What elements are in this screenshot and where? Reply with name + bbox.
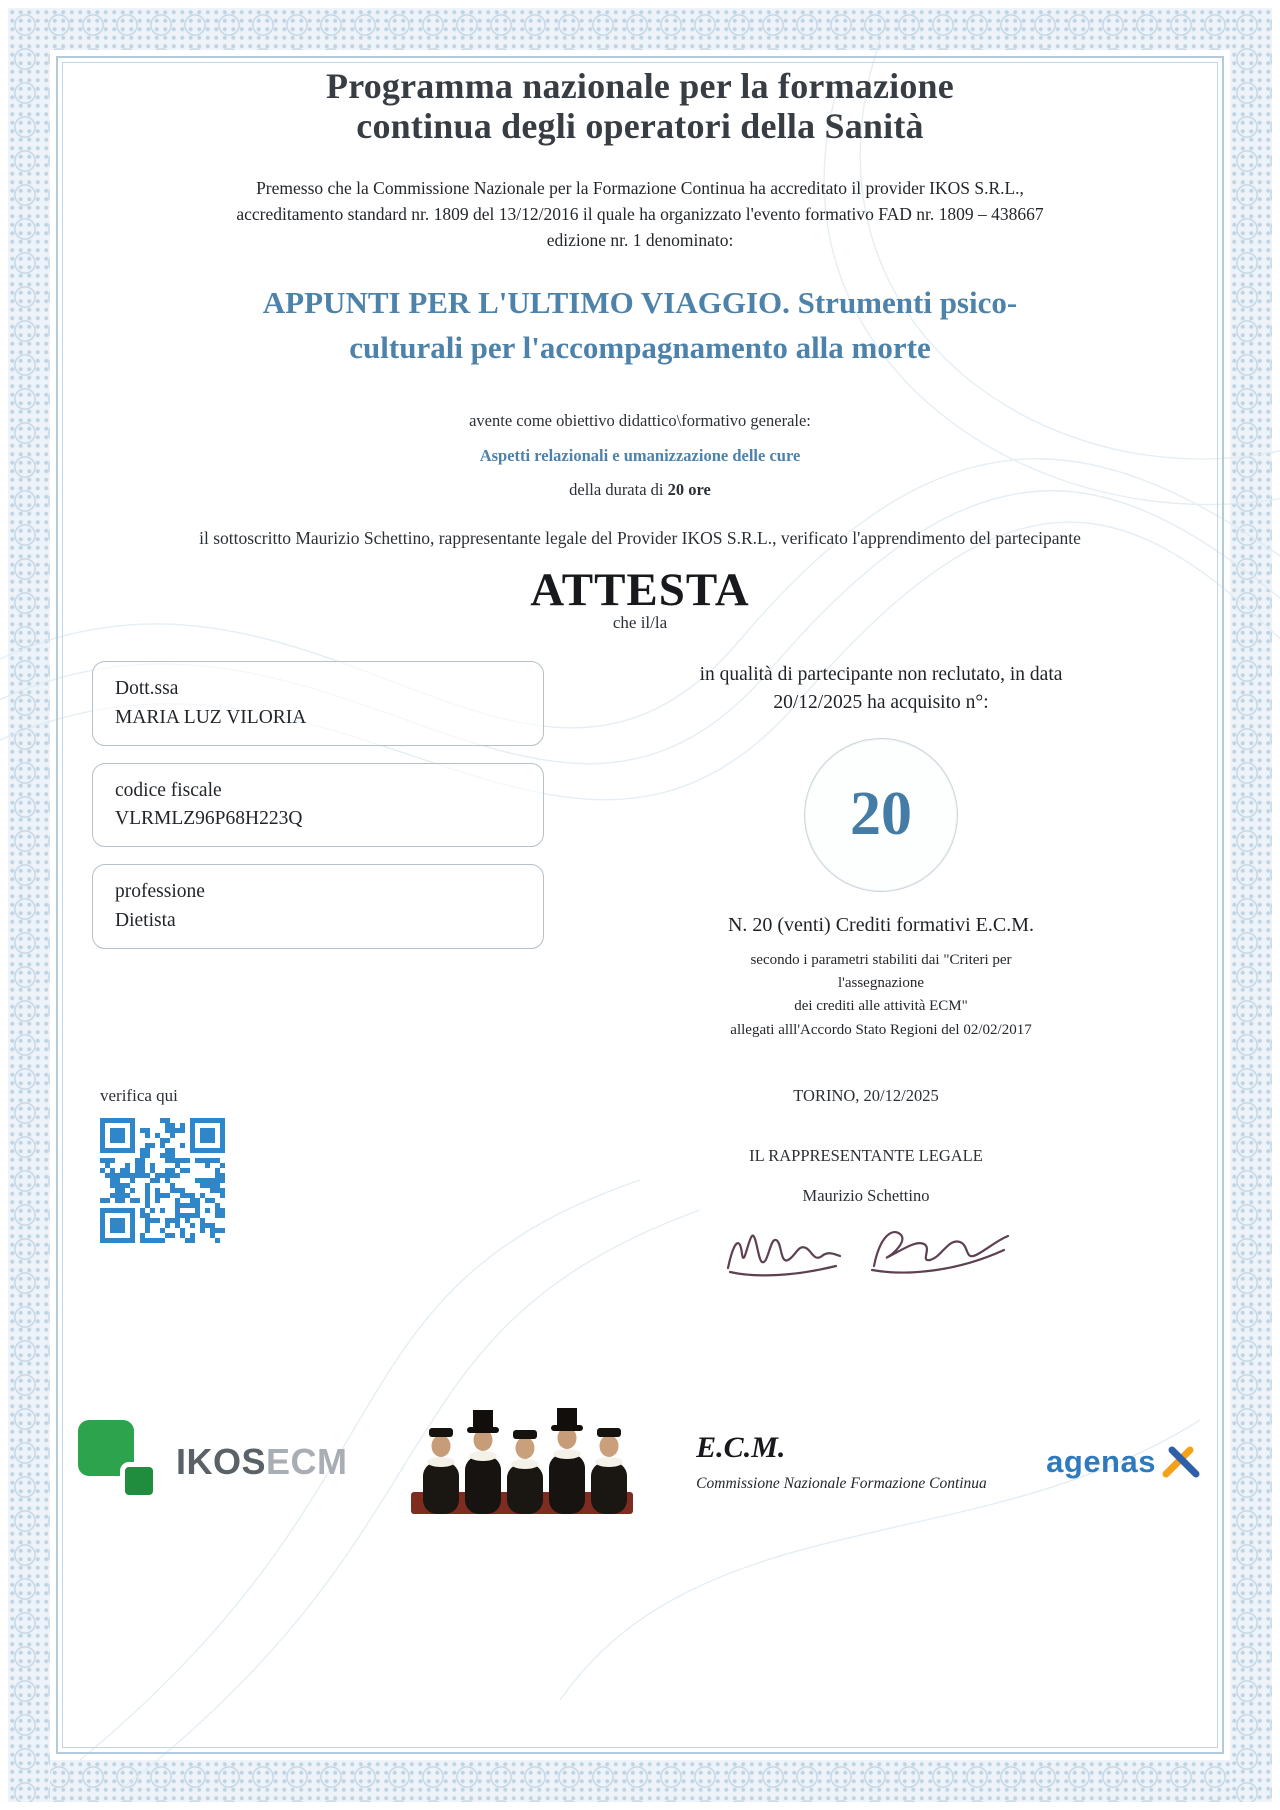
agenas-text: agenas — [1046, 1444, 1156, 1479]
ecm-subtitle: Commissione Nazionale Formazione Continua — [696, 1475, 987, 1492]
ikos-text-main: IKOS — [176, 1441, 267, 1482]
agenas-mark-icon — [1160, 1444, 1202, 1480]
criteria-line2: l'assegnazione — [837, 975, 924, 992]
signature-image — [544, 1210, 1188, 1293]
participant-credits-columns — [92, 661, 1188, 1042]
participant-name-value: MARIA LUZ VILORIA — [115, 706, 307, 728]
declaration-text: il sottoscritto Maurizio Schettino, rappresentante legale del Provider IKOS S.R.L., verificato l'apprendimento del partecipante — [199, 528, 1081, 549]
ikos-logo-icon — [78, 1420, 162, 1504]
border-ornament-bottom — [8, 1760, 1272, 1802]
duration-text — [92, 480, 1188, 500]
signature-block — [544, 1086, 1188, 1293]
group-portrait-image — [407, 1406, 637, 1518]
profession-label: professione — [115, 881, 205, 903]
criteria-line1: secondo i parametri stabiliti dai "Criteri per — [750, 951, 1012, 968]
credits-statement: N. 20 (venti) Crediti formativi E.C.M. — [727, 913, 1035, 936]
fiscal-code-box — [92, 763, 544, 848]
criteria-line3: dei crediti alle attività ECM" — [794, 998, 968, 1015]
page-title-line2: continua degli operatori della Sanità — [356, 106, 924, 147]
place-date: TORINO, 20/12/2025 — [793, 1085, 939, 1105]
profession-box — [92, 864, 544, 949]
participant-title-label: Dott.ssa — [115, 678, 179, 700]
criteria-line4: allegati alll'Accordo Stato Regioni del 02/02/2017 — [730, 1021, 1032, 1038]
ikos-logo — [78, 1420, 348, 1504]
fiscal-code-value: VLRMLZ96P68H223Q — [115, 808, 303, 830]
criteria-text — [730, 949, 1031, 1042]
agenas-logo — [1046, 1444, 1202, 1480]
profession-value: Dietista — [115, 909, 176, 931]
fiscal-code-label: codice fiscale — [115, 779, 222, 801]
verification-signature-row — [92, 1086, 1188, 1293]
objective-text: Aspetti relazionali e umanizzazione delle cure — [479, 446, 801, 466]
credits-number: 20 — [850, 780, 912, 849]
participant-title-box — [92, 661, 544, 746]
page-title — [92, 66, 1188, 147]
ikos-text-suffix: ECM — [266, 1441, 348, 1482]
duration-value: 20 ore — [667, 480, 711, 500]
ecm-title: E.C.M. — [696, 1431, 786, 1464]
attesta-subtext: che il/la — [612, 613, 668, 633]
credits-column — [544, 661, 1188, 1042]
ikos-logo-text — [176, 1441, 348, 1483]
signer-name: Maurizio Schettino — [802, 1185, 930, 1205]
duration-prefix: della durata di — [569, 480, 664, 500]
qualification-text: in qualità di partecipante non reclutato, in data 20/12/2025 ha acquisito n°: — [699, 664, 1063, 713]
page-title-line1: Programma nazionale per la formazione — [326, 66, 954, 106]
participant-fields — [92, 661, 544, 1042]
credits-circle — [804, 738, 958, 892]
qr-code — [100, 1118, 225, 1243]
verification-block — [92, 1086, 544, 1293]
objective-label: avente come obiettivo didattico\formativo generale: — [469, 411, 811, 431]
ecm-block — [696, 1431, 987, 1493]
intro-text: Premesso che la Commissione Nazionale per la Formazione Continua ha accreditato il provider IKOS S.R.L., accreditamento standard nr. 1809 del 13/12/2016 il quale ha organizzato l'evento formativo FAD nr. 1809 – 438667 edizione nr. 1 denominato: — [236, 177, 1044, 251]
verify-label: verifica qui — [100, 1085, 178, 1105]
signer-role: IL RAPPRESENTANTE LEGALE — [749, 1145, 983, 1165]
footer-logos — [78, 1396, 1202, 1528]
attesta-heading: ATTESTA — [530, 564, 750, 617]
course-title: APPUNTI PER L'ULTIMO VIAGGIO. Strumenti psico-culturali per l'accompagnamento alla morte — [262, 285, 1018, 366]
